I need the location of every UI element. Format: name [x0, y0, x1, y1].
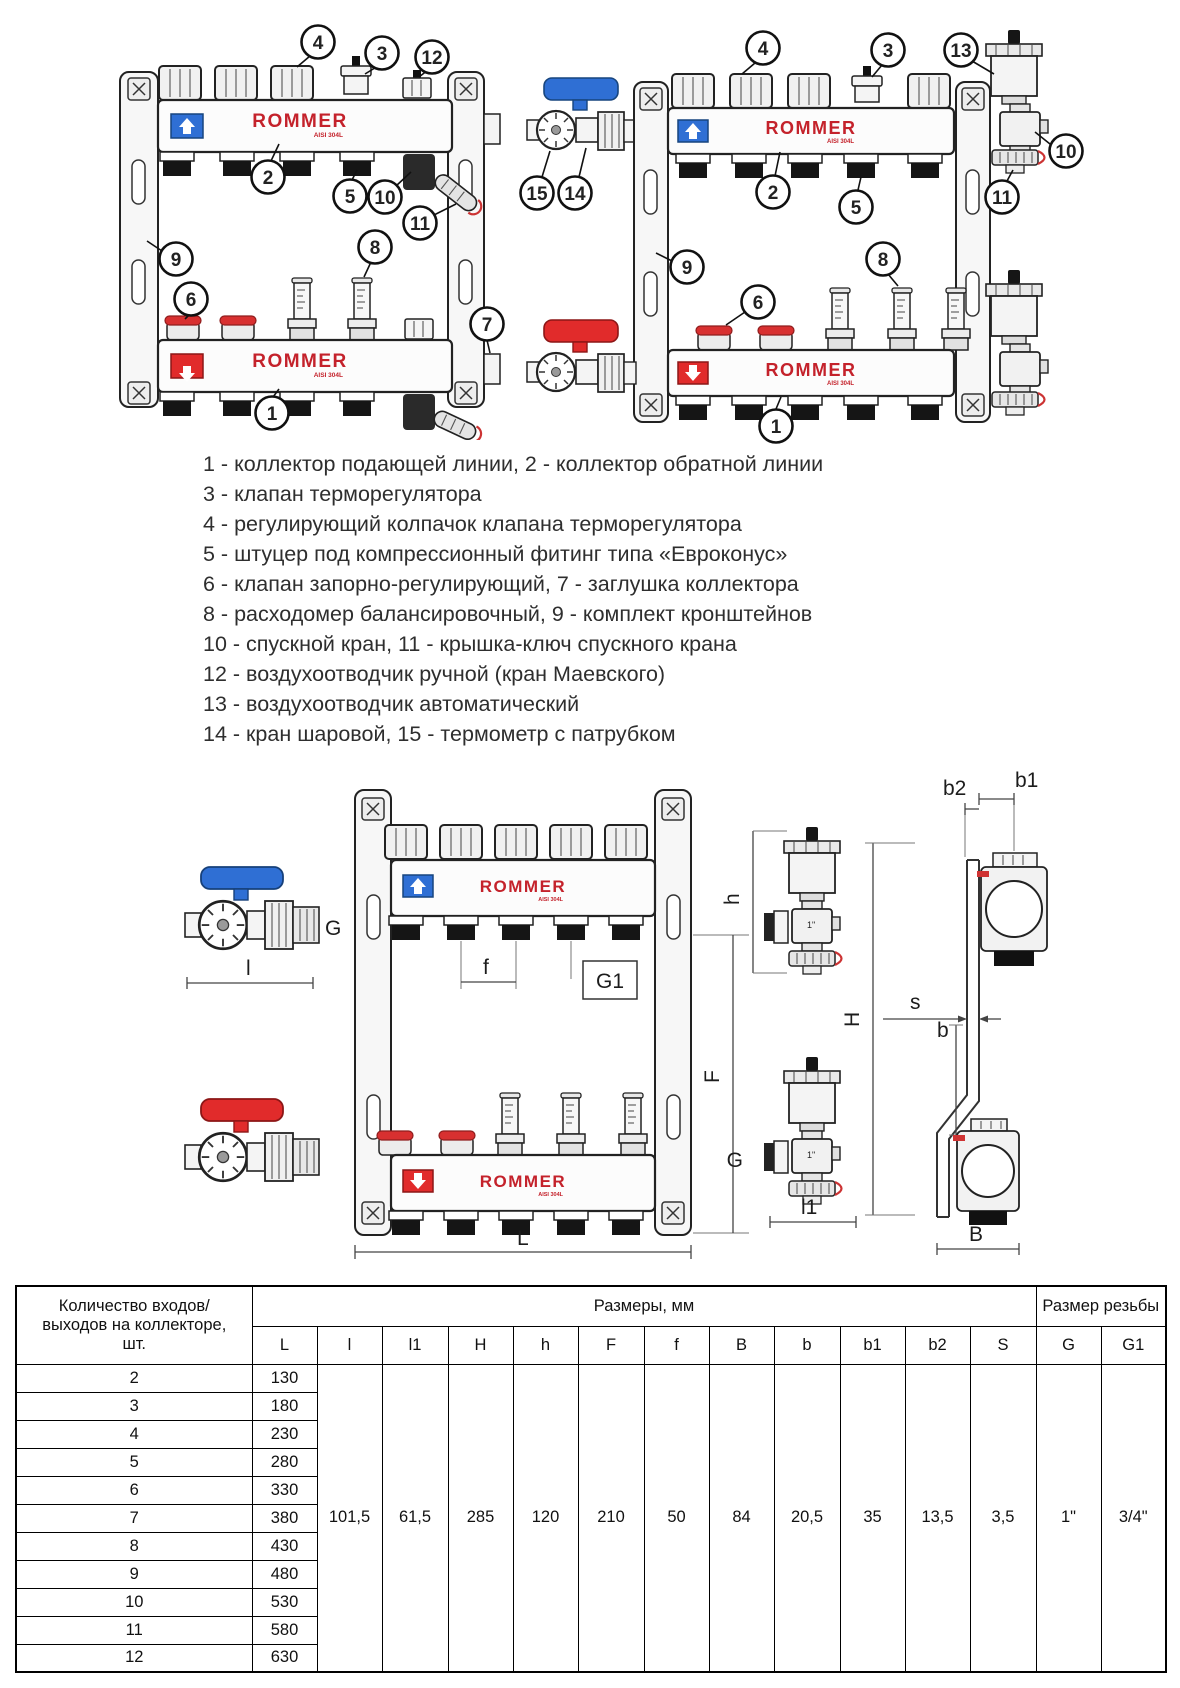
table-cell: 8 — [16, 1532, 252, 1560]
airvent-drain-assembly-bottom — [727, 1057, 856, 1228]
ball-valve-supply — [527, 320, 636, 392]
thermometer-dial — [537, 353, 575, 391]
callout-8 — [359, 231, 392, 278]
flow-meter — [288, 278, 316, 340]
svg-text:6: 6 — [752, 293, 764, 314]
shutoff-valve-cap — [439, 1131, 475, 1155]
callout-4 — [742, 32, 780, 75]
table-cell: 530 — [252, 1588, 317, 1616]
manifold-diagram-with-valves — [480, 20, 1090, 445]
table-cell: 480 — [252, 1560, 317, 1588]
dim-label-s: s — [910, 991, 921, 1014]
parts-legend — [203, 449, 823, 749]
shutoff-valve-cap — [377, 1131, 413, 1155]
dimensions-table — [15, 1285, 1167, 1673]
table-cell: 20,5 — [774, 1364, 840, 1672]
svg-text:3: 3 — [882, 41, 894, 62]
dim-label-b: b — [937, 1019, 949, 1042]
callout-6 — [175, 283, 208, 320]
screw-icon — [455, 382, 477, 404]
svg-text:4: 4 — [312, 33, 324, 54]
auto-air-vent-bottom — [986, 270, 1042, 344]
table-cell: 630 — [252, 1644, 317, 1672]
airvent-drain-assembly-top — [721, 827, 842, 974]
column-header: G1 — [1101, 1326, 1166, 1364]
valve-handle-red — [544, 320, 618, 342]
table-cell: 4 — [16, 1420, 252, 1448]
flow-meter — [619, 1093, 647, 1155]
brand-logo: ROMMER — [252, 351, 348, 372]
table-cell: 35 — [840, 1364, 905, 1672]
dim-label-l1: l1 — [801, 1196, 818, 1219]
svg-text:11: 11 — [991, 188, 1013, 209]
column-header: H — [448, 1326, 513, 1364]
legend-line: 3 - клапан терморегулятора — [203, 482, 482, 506]
dim-label-G: G — [325, 917, 342, 940]
column-header: L — [252, 1326, 317, 1364]
end-vent-cap — [405, 319, 433, 339]
legend-line: 13 - воздухоотводчик автоматический — [203, 692, 580, 716]
brand-material: AISI 304L — [826, 139, 854, 145]
legend-line: 5 - штуцер под компрессионный фитинг типа «Евроконус» — [203, 542, 788, 566]
table-cell: 330 — [252, 1476, 317, 1504]
flow-meter — [888, 288, 916, 350]
svg-text:4: 4 — [757, 39, 769, 60]
flow-meter — [557, 1093, 585, 1155]
table-cell: 230 — [252, 1420, 317, 1448]
brand-material: AISI 304L — [313, 372, 343, 379]
ball-valve-return — [527, 78, 636, 150]
manifold-front-view — [355, 790, 749, 1259]
column-header: b2 — [905, 1326, 970, 1364]
brand-logo: ROMMER — [479, 877, 567, 896]
bracket-left — [120, 72, 158, 407]
brand-logo: ROMMER — [479, 1172, 567, 1191]
table-cell: 210 — [578, 1364, 644, 1672]
legend-line: 8 - расходомер балансировочный, 9 - комплект кронштейнов — [203, 602, 813, 626]
table-cell: 9 — [16, 1560, 252, 1588]
table-cell: 120 — [513, 1364, 578, 1672]
dim-label-b2: b2 — [943, 777, 967, 800]
svg-text:2: 2 — [262, 168, 274, 189]
table-cell: 1" — [1036, 1364, 1101, 1672]
table-cell: 3,5 — [970, 1364, 1036, 1672]
column-header: f — [644, 1326, 709, 1364]
return-collector-bar — [668, 66, 954, 178]
column-header: h — [513, 1326, 578, 1364]
thermometer-dial — [199, 1133, 247, 1181]
thermometer-dial — [537, 111, 575, 149]
ball-valve-supply-dim — [185, 1099, 319, 1181]
svg-text:2: 2 — [767, 183, 779, 204]
valve-thread-mark: 1" — [807, 1150, 816, 1160]
dim-label-b1: b1 — [1015, 769, 1039, 792]
bracket-left — [634, 82, 668, 422]
table-cell: 2 — [16, 1364, 252, 1392]
screw-icon — [128, 78, 150, 100]
brand-logo: ROMMER — [765, 360, 857, 380]
screw-icon — [128, 382, 150, 404]
callout-5 — [334, 170, 367, 213]
table-cell: 580 — [252, 1616, 317, 1644]
brand-material: AISI 304L — [538, 1192, 563, 1198]
drain-valve-top — [992, 104, 1048, 173]
shutoff-valve-cap — [758, 326, 794, 350]
table-cell: 10 — [16, 1588, 252, 1616]
table-cell: 13,5 — [905, 1364, 970, 1672]
callout-4 — [297, 26, 335, 68]
table-cell: 430 — [252, 1532, 317, 1560]
table-cell: 11 — [16, 1616, 252, 1644]
bracket-right — [448, 72, 484, 407]
brand-material: AISI 304L — [313, 132, 343, 139]
dim-label-H: H — [841, 1011, 864, 1027]
svg-text:13: 13 — [950, 41, 972, 62]
svg-text:15: 15 — [526, 184, 548, 205]
callout-3 — [872, 34, 905, 78]
svg-text:11: 11 — [409, 214, 431, 235]
svg-text:9: 9 — [681, 258, 693, 279]
legend-line: 14 - кран шаровой, 15 - термометр с патрубком — [203, 722, 676, 746]
supply-collector-bar — [668, 288, 970, 420]
ball-valve-return-dim — [185, 867, 341, 989]
svg-text:8: 8 — [877, 250, 889, 271]
brand-logo: ROMMER — [765, 118, 857, 138]
svg-text:1: 1 — [266, 404, 278, 425]
dim-label-L: L — [517, 1227, 529, 1250]
legend-line: 12 - воздухоотводчик ручной (кран Маевского) — [203, 662, 666, 686]
dim-label-f: f — [483, 956, 489, 979]
svg-text:6: 6 — [185, 290, 197, 311]
table-cell: 130 — [252, 1364, 317, 1392]
table-cell: 180 — [252, 1392, 317, 1420]
table-cell: 50 — [644, 1364, 709, 1672]
legend-line: 6 - клапан запорно-регулирующий, 7 - заглушка коллектора — [203, 572, 799, 596]
dim-label-l: l — [246, 957, 251, 980]
shutoff-valve-cap — [220, 316, 256, 340]
dim-label-G2: G — [726, 1149, 743, 1172]
screw-icon — [455, 78, 477, 100]
callout-15 — [521, 151, 554, 210]
dim-label-F: F — [701, 1070, 724, 1083]
svg-text:5: 5 — [850, 198, 862, 219]
dimensional-draw — [115, 765, 1180, 1265]
dim-label-B: B — [969, 1223, 984, 1246]
valve-handle-blue — [544, 78, 618, 100]
callout-10 — [369, 172, 412, 214]
bracket-right — [655, 790, 691, 1235]
column-header: B — [709, 1326, 774, 1364]
table-cell: 3 — [16, 1392, 252, 1420]
column-header: l1 — [382, 1326, 448, 1364]
table-cell: 84 — [709, 1364, 774, 1672]
column-header: F — [578, 1326, 644, 1364]
shutoff-valve-cap — [696, 326, 732, 350]
svg-text:3: 3 — [376, 44, 388, 65]
svg-text:5: 5 — [344, 187, 356, 208]
table-cell: 3/4" — [1101, 1364, 1166, 1672]
brand-material: AISI 304L — [826, 381, 854, 387]
table-cell: 6 — [16, 1476, 252, 1504]
column-header: S — [970, 1326, 1036, 1364]
side-profile-view — [841, 769, 1047, 1255]
table-cell: 101,5 — [317, 1364, 382, 1672]
table-group-thread: Размер резьбы — [1036, 1286, 1166, 1326]
bracket-right — [956, 82, 990, 422]
brand-material: AISI 304L — [538, 897, 563, 903]
valve-handle-edge — [953, 1135, 965, 1141]
dim-label-h: h — [721, 893, 744, 905]
svg-text:1: 1 — [770, 417, 782, 438]
shutoff-valve-cap — [165, 316, 201, 340]
brand-logo: ROMMER — [252, 111, 348, 132]
drain-valve-bottom — [992, 344, 1048, 415]
svg-text:8: 8 — [369, 238, 381, 259]
svg-text:10: 10 — [1055, 142, 1077, 163]
svg-text:14: 14 — [564, 184, 586, 205]
manual-air-vent — [403, 70, 431, 98]
auto-air-vent-top — [986, 30, 1042, 104]
callout-5 — [840, 177, 873, 224]
flow-meter — [496, 1093, 524, 1155]
manifold-diagram-basic — [95, 20, 515, 440]
table-cell: 7 — [16, 1504, 252, 1532]
svg-text:10: 10 — [374, 188, 396, 209]
callout-6 — [726, 286, 775, 326]
column-header: b1 — [840, 1326, 905, 1364]
table-cell: 285 — [448, 1364, 513, 1672]
table-cell: 12 — [16, 1644, 252, 1672]
svg-text:9: 9 — [170, 250, 182, 271]
valve-thread-mark: 1" — [807, 920, 816, 930]
svg-text:12: 12 — [421, 48, 443, 69]
valve-handle-edge — [977, 871, 989, 877]
legend-line: 10 - спускной кран, 11 - крышка-ключ спускного крана — [203, 632, 737, 656]
column-header: b — [774, 1326, 840, 1364]
dim-label-G1: G1 — [596, 970, 625, 993]
table-cell: 61,5 — [382, 1364, 448, 1672]
legend-line: 4 - регулирующий колпачок клапана терморегулятора — [203, 512, 742, 536]
callout-14 — [559, 148, 592, 210]
table-cell: 380 — [252, 1504, 317, 1532]
table-cell: 5 — [16, 1448, 252, 1476]
legend-line: 1 - коллектор подающей линии, 2 - коллектор обратной линии — [203, 452, 824, 476]
table-row-header: Количество входов/выходов на коллекторе, шт. — [16, 1286, 252, 1364]
thermometer-dial — [199, 901, 247, 949]
callout-8 — [867, 243, 900, 287]
flow-meter — [348, 278, 376, 340]
svg-text:7: 7 — [481, 315, 493, 336]
flow-meter — [826, 288, 854, 350]
column-header: l — [317, 1326, 382, 1364]
table-cell: 280 — [252, 1448, 317, 1476]
column-header: G — [1036, 1326, 1101, 1364]
table-group-sizes: Размеры, мм — [252, 1286, 1036, 1326]
